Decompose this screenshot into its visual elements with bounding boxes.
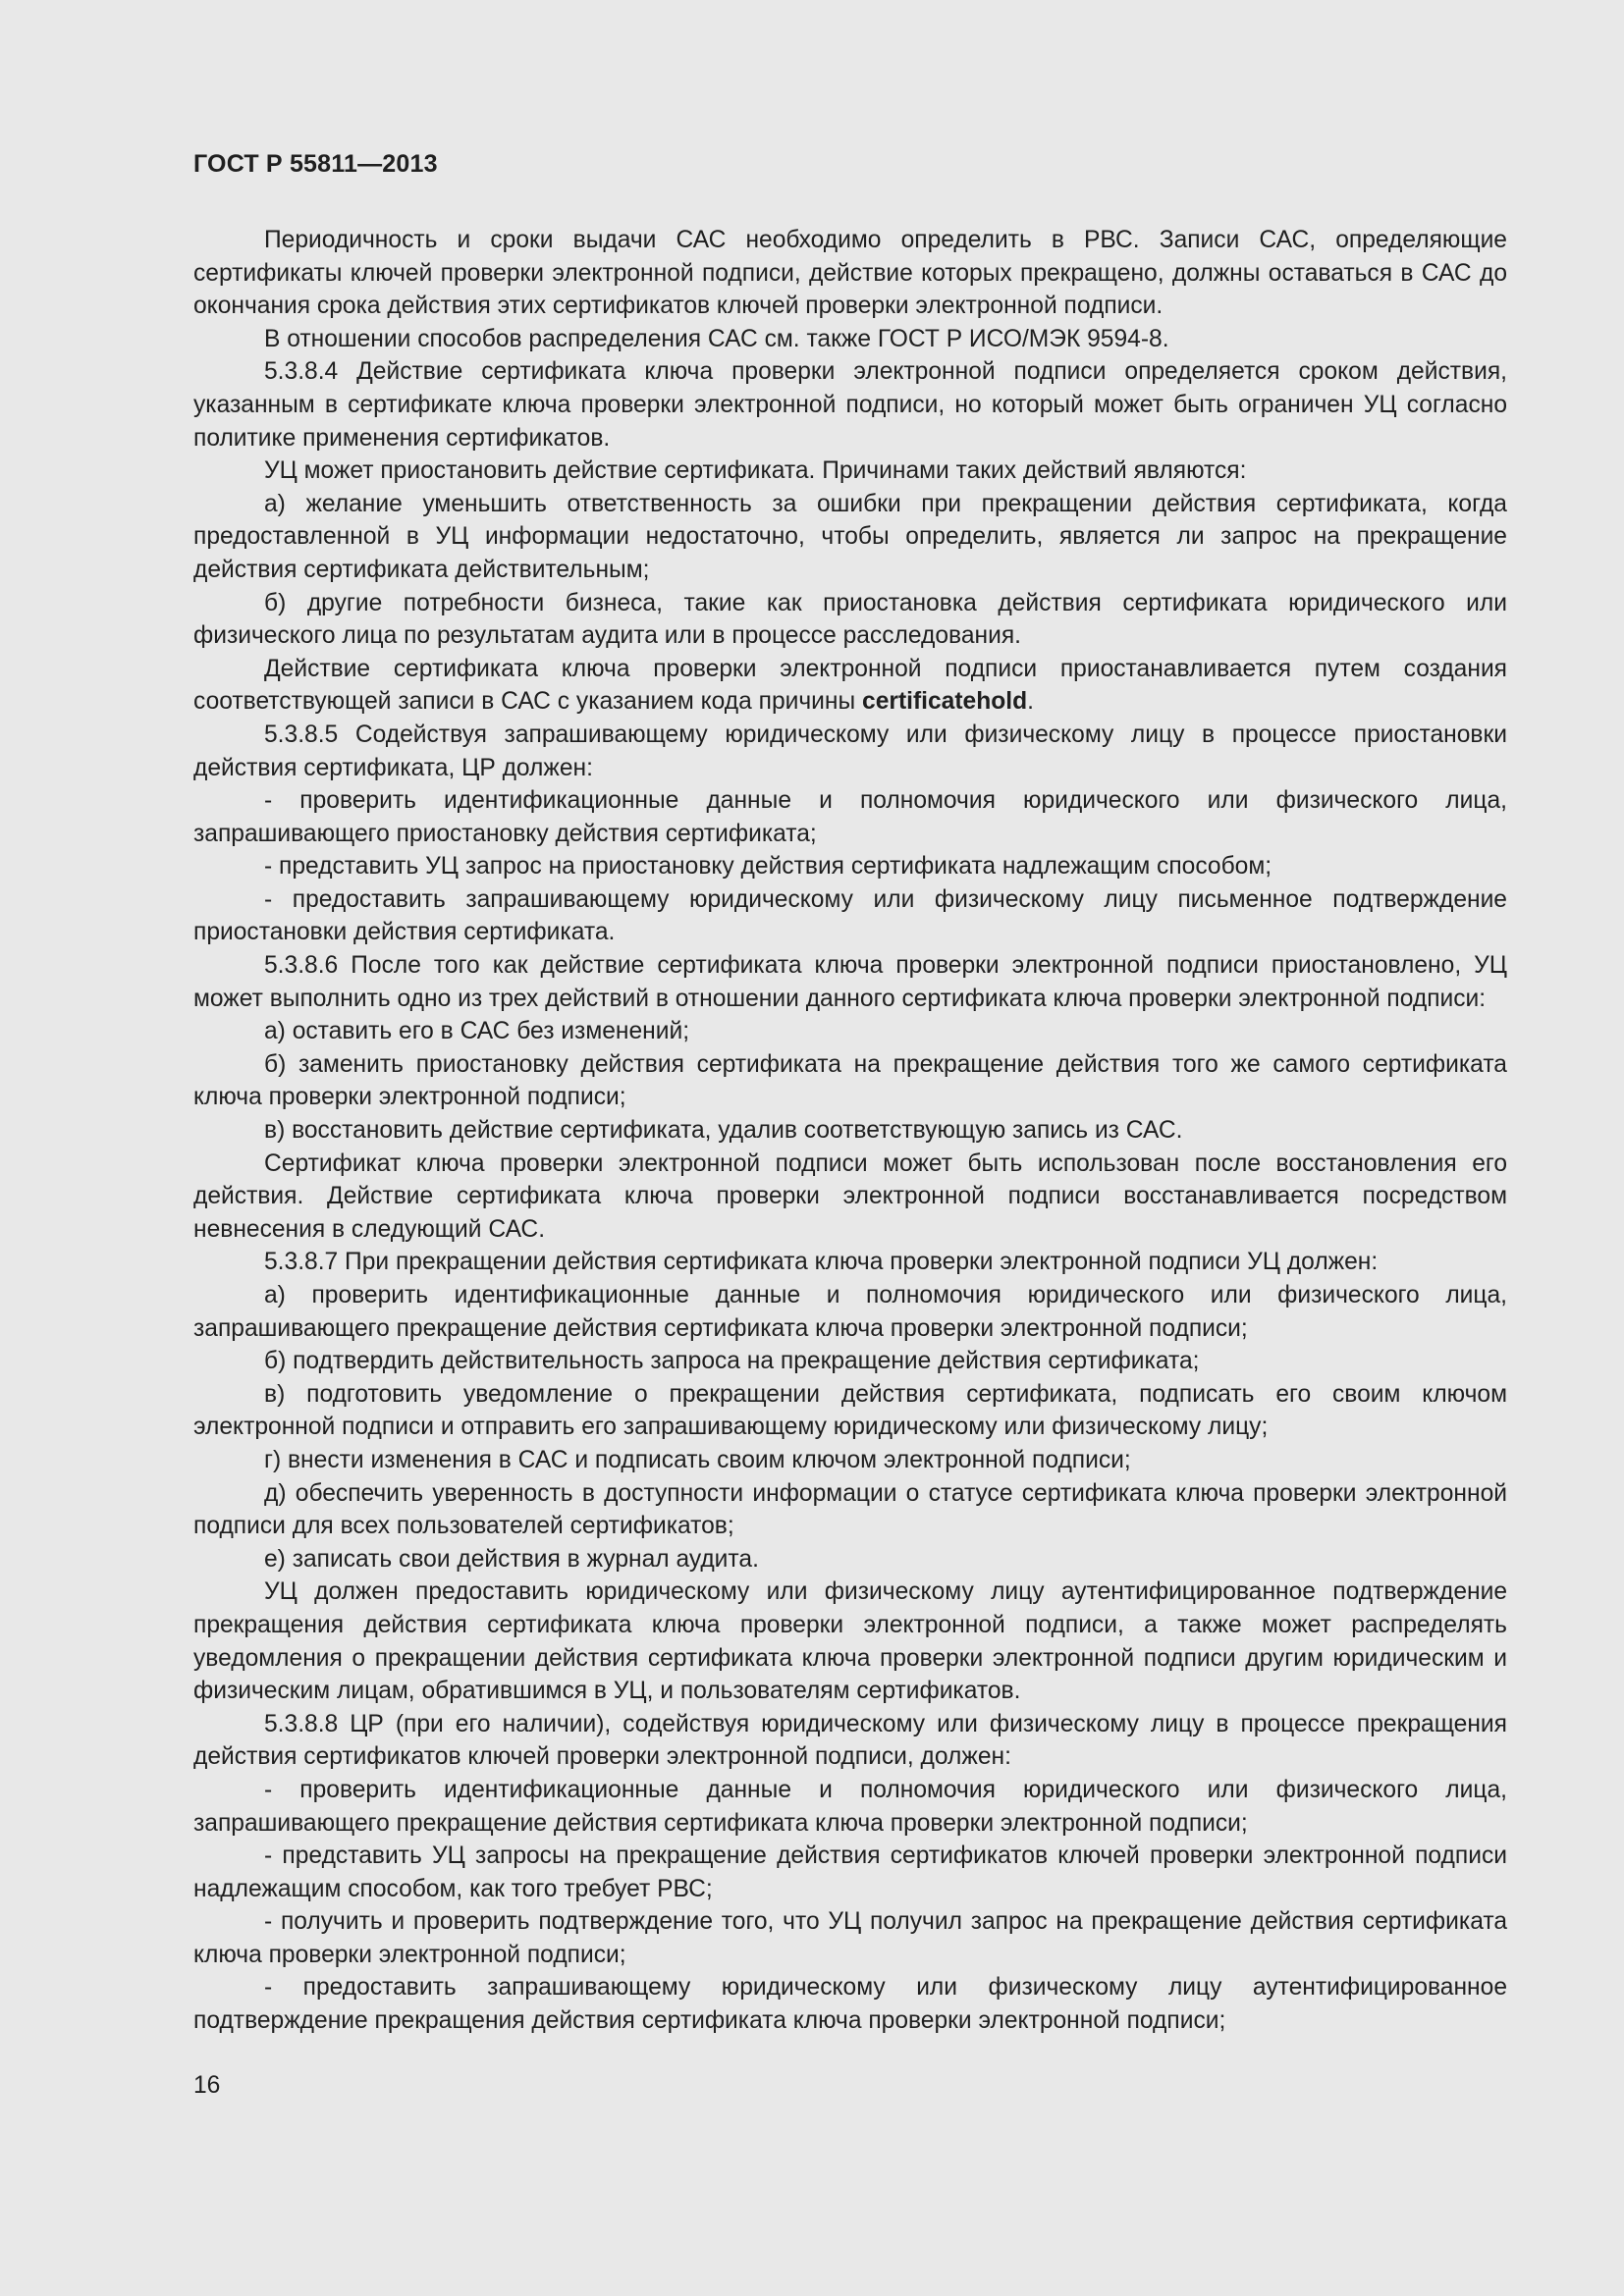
document-header: ГОСТ Р 55811—2013 bbox=[193, 150, 438, 178]
list-item: - предоставить запрашивающему юридическому или физическому лицу аутентифицированное подтверждение прекращения действия сертификата ключа проверки электронной подписи; bbox=[193, 1974, 1507, 2035]
paragraph: УЦ может приостановить действие сертификата. Причинами таких действий являются: bbox=[264, 457, 1247, 485]
list-item: - представить УЦ запрос на приостановку действия сертификата надлежащим способом; bbox=[264, 853, 1272, 881]
paragraph: Периодичность и сроки выдачи САС необходимо определить в РВС. Записи САС, определяющие сертификаты ключей проверки электронной подписи, действие которых прекращено, должны оставаться в САС до окончания срока действия этих сертификатов ключей проверки электронной подписи. bbox=[193, 227, 1507, 320]
list-item: е) записать свои действия в журнал аудита. bbox=[264, 1545, 759, 1573]
list-item: - проверить идентификационные данные и полномочия юридического или физического лица, запрашивающего приостановку действия сертификата; bbox=[193, 787, 1507, 847]
list-item: в) подготовить уведомление о прекращении действия сертификата, подписать его своим ключом электронной подписи и отправить его запрашивающему юридическому или физическому лицу; bbox=[193, 1380, 1507, 1441]
list-item: б) другие потребности бизнеса, такие как приостановка действия сертификата юридического или физического лица по результатам аудита или в процессе расследования. bbox=[193, 589, 1507, 650]
paragraph: 5.3.8.6 После того как действие сертификата ключа проверки электронной подписи приостановлено, УЦ может выполнить одно из трех действий в отношении данного сертификата ключа проверки электронной подписи: bbox=[193, 952, 1507, 1012]
list-item: в) восстановить действие сертификата, удалив соответствующую запись из САС. bbox=[264, 1117, 1183, 1145]
reason-code: certificatehold bbox=[862, 688, 1028, 716]
list-item: г) внести изменения в САС и подписать своим ключом электронной подписи; bbox=[264, 1446, 1131, 1473]
paragraph-text: . bbox=[1027, 688, 1034, 716]
paragraph: УЦ должен предоставить юридическому или физическому лицу аутентифицированное подтверждение прекращения действия сертификата ключа проверки электронной подписи, а также может распределять уведомления о прекращении действия сертификата ключа проверки электронной подписи другим юридическим и физическим лицам, обратившимся в УЦ, и пользователям сертификатов. bbox=[193, 1578, 1507, 1705]
paragraph: В отношении способов распределения САС см. также ГОСТ Р ИСО/МЭК 9594-8. bbox=[264, 325, 1169, 352]
list-item: - проверить идентификационные данные и полномочия юридического или физического лица, запрашивающего прекращение действия сертификата ключа проверки электронной подписи; bbox=[193, 1776, 1507, 1837]
list-item: - предоставить запрашивающему юридическому или физическому лицу письменное подтверждение приостановки действия сертификата. bbox=[193, 885, 1507, 946]
paragraph: 5.3.8.8 ЦР (при его наличии), содействуя юридическому или физическому лицу в процессе прекращения действия сертификатов ключей проверки электронной подписи, должен: bbox=[193, 1710, 1507, 1771]
page-number: 16 bbox=[193, 2072, 221, 2099]
paragraph-text: Действие сертификата ключа проверки электронной подписи приостанавливается путем создания соответствующей записи в САС с указанием кода причины bbox=[193, 655, 1507, 716]
list-item: - представить УЦ запросы на прекращение действия сертификатов ключей проверки электронной подписи надлежащим способом, как того требует РВС; bbox=[193, 1842, 1507, 1902]
list-item: - получить и проверить подтверждение того, что УЦ получил запрос на прекращение действия сертификата ключа проверки электронной подписи; bbox=[193, 1908, 1507, 1968]
list-item: а) желание уменьшить ответственность за ошибки при прекращении действия сертификата, когда предоставленной в УЦ информации недостаточно, чтобы определить, является ли запрос на прекращение действия сертификата действительным; bbox=[193, 490, 1507, 583]
list-item: б) заменить приостановку действия сертификата на прекращение действия того же самого сертификата ключа проверки электронной подписи; bbox=[193, 1050, 1507, 1111]
list-item: б) подтвердить действительность запроса на прекращение действия сертификата; bbox=[264, 1348, 1200, 1375]
paragraph: 5.3.8.5 Содействуя запрашивающему юридическому или физическому лицу в процессе приостановки действия сертификата, ЦР должен: bbox=[193, 721, 1507, 781]
paragraph-certificatehold bbox=[193, 653, 1507, 719]
paragraph: 5.3.8.7 При прекращении действия сертификата ключа проверки электронной подписи УЦ должен: bbox=[264, 1249, 1379, 1276]
paragraph: 5.3.8.4 Действие сертификата ключа проверки электронной подписи определяется сроком действия, указанным в сертификате ключа проверки электронной подписи, но который может быть ограничен УЦ согласно политике применения сертификатов. bbox=[193, 358, 1507, 452]
list-item: а) проверить идентификационные данные и полномочия юридического или физического лица, запрашивающего прекращение действия сертификата ключа проверки электронной подписи; bbox=[193, 1282, 1507, 1342]
list-item: д) обеспечить уверенность в доступности информации о статусе сертификата ключа проверки электронной подписи для всех пользователей сертификатов; bbox=[193, 1479, 1507, 1540]
paragraph: Сертификат ключа проверки электронной подписи может быть использован после восстановления его действия. Действие сертификата ключа проверки электронной подписи восстанавливается посредством невнесения в следующий САС. bbox=[193, 1149, 1507, 1243]
document-body bbox=[193, 224, 1507, 2038]
list-item: а) оставить его в САС без изменений; bbox=[264, 1018, 690, 1045]
